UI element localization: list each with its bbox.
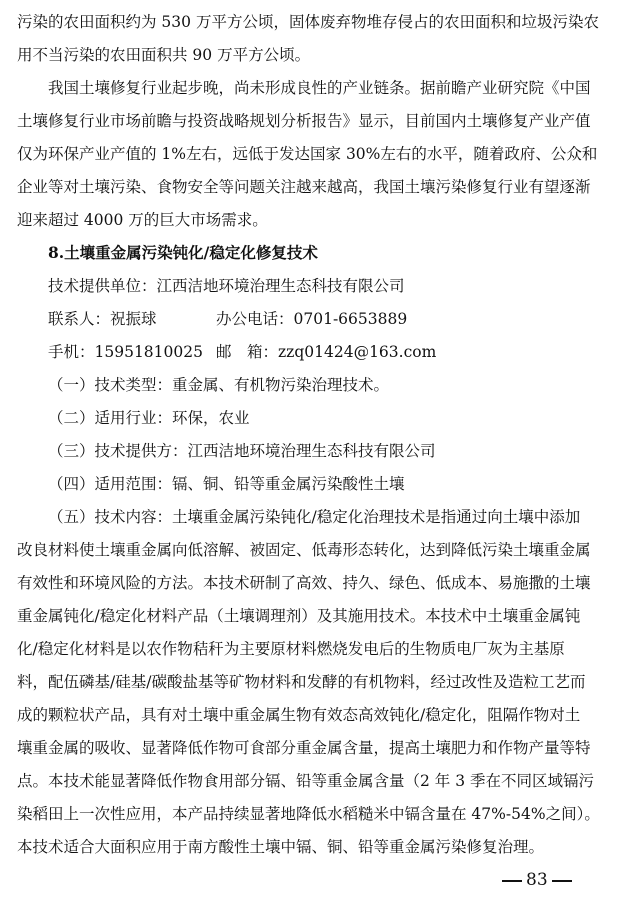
item-technology-type: （一）技术类型：重金属、有机物污染治理技术。 (48, 376, 390, 394)
intro-line-2: 用不当污染的农田面积共 90 万平方公顷。 (17, 46, 311, 64)
content-line-3: 有效性和环境风险的方法。本技术研制了高效、持久、绿色、低成本、易施撒的土壤 (17, 574, 591, 592)
content-line-5: 化/稳定化材料是以农作物秸秆为主要原材料燃烧发电后的生物质电厂灰为主基原 (17, 640, 565, 658)
item-technology-provider: （三）技术提供方：江西洁地环境治理生态科技有限公司 (48, 442, 436, 460)
page-number (498, 868, 578, 892)
market-line-3: 仅为环保产业产值的 1%左右，远低于发达国家 30%左右的水平，随着政府、公众和 (17, 145, 598, 163)
contact-person: 联系人：祝振球 (48, 310, 157, 328)
market-line-2: 土壤修复行业市场前瞻与投资战略规划分析报告》显示，目前国内土壤修复产业产值 (17, 112, 591, 130)
page-number-left-dash (502, 880, 522, 882)
item-applicable-scope: （四）适用范围：镉、铜、铅等重金属污染酸性土壤 (48, 475, 405, 493)
market-line-5: 迎来超过 4000 万的巨大市场需求。 (17, 211, 268, 229)
market-line-4: 企业等对土壤污染、食物安全等问题关注越来越高，我国土壤污染修复行业有望逐渐 (17, 178, 591, 196)
page-number-value: 83 (526, 870, 548, 890)
market-line-1: 我国土壤修复行业起步晚，尚未形成良性的产业链条。据前瞻产业研究院《中国 (48, 79, 591, 97)
content-line-9: 点。本技术能显著降低作物食用部分镉、铅等重金属含量（2 年 3 季在不同区域镉污 (17, 772, 595, 790)
office-phone: 办公电话：0701-6653889 (216, 310, 408, 328)
content-line-8: 壤重金属的吸收、显著降低作物可食部分重金属含量，提高土壤肥力和作物产量等特 (17, 739, 591, 757)
email-address: 邮 箱：zzq01424@163.com (216, 343, 437, 361)
content-line-11: 本技术适合大面积应用于南方酸性土壤中镉、铜、铅等重金属污染修复治理。 (17, 838, 545, 856)
intro-line-1: 污染的农田面积约为 530 万平方公顷，固体废弃物堆存侵占的农田面积和垃圾污染农 (17, 13, 599, 31)
content-line-4: 重金属钝化/稳定化材料产品（土壤调理剂）及其施用技术。本技术中土壤重金属钝 (17, 607, 581, 625)
mobile-number: 手机：15951810025 (48, 343, 203, 361)
page-number-right-dash (552, 880, 572, 882)
content-line-2: 改良材料使土壤重金属向低溶解、被固定、低毒形态转化，达到降低污染土壤重金属 (17, 541, 591, 559)
content-line-6: 料，配伍磷基/硅基/碳酸盐基等矿物材料和发酵的有机物料，经过改性及造粒工艺而 (17, 673, 586, 691)
content-line-7: 成的颗粒状产品，具有对土壤中重金属生物有效态高效钝化/稳定化，阻隔作物对土 (17, 706, 581, 724)
item-applicable-industry: （二）适用行业：环保，农业 (48, 409, 250, 427)
content-line-10: 染稻田上一次性应用，本产品持续显著地降低水稻糙米中镉含量在 47%-54%之间）。 (17, 805, 600, 823)
section-heading: 8.土壤重金属污染钝化/稳定化修复技术 (48, 243, 318, 262)
content-line-1: （五）技术内容：土壤重金属污染钝化/稳定化治理技术是指通过向土壤中添加 (48, 508, 581, 526)
provider-unit: 技术提供单位：江西洁地环境治理生态科技有限公司 (48, 277, 405, 295)
